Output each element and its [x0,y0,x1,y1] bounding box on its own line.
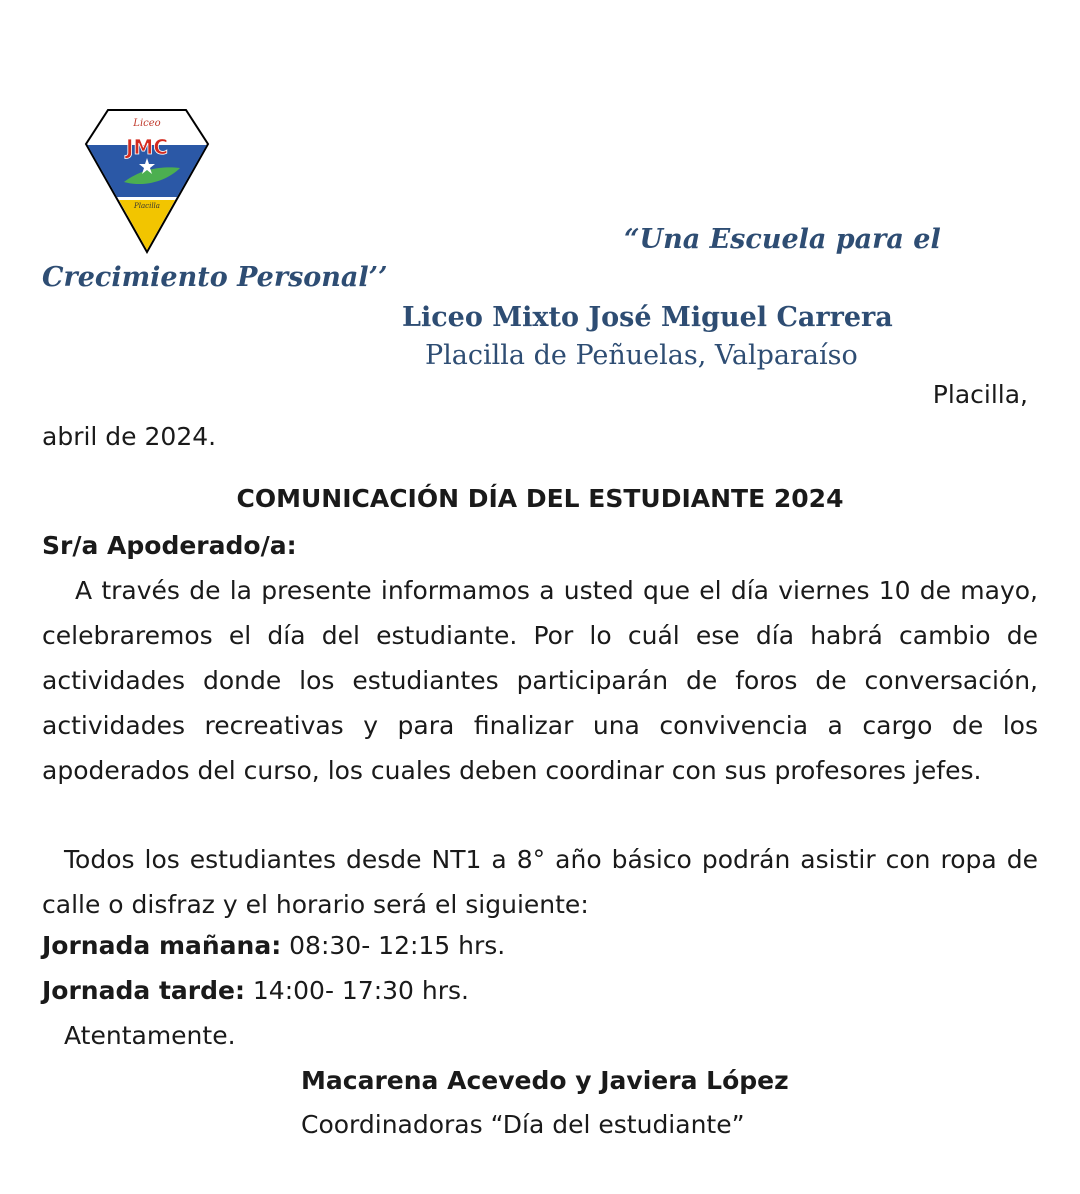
schedule-morning [42,931,505,960]
logo-bottom-text: Placilla [134,202,160,210]
school-logo [84,108,210,254]
schedule-afternoon-time: 14:00- 17:30 hrs. [244,976,470,1005]
schedule-morning-label: Jornada mañana: [42,931,282,960]
signature-names: Macarena Acevedo y Javiera López [301,1066,789,1095]
date-line-1: Placilla, [932,380,1028,409]
school-name: Liceo Mixto José Miguel Carrera [402,302,893,333]
paragraph-1: A través de la presente informamos a usted que el día viernes 10 de mayo, celebraremos el día del estudiante. Por lo cuál ese día habrá cambio de actividades donde los estudiantes participarán de foros de conversación, actividades recreativas y para finalizar una convivencia a cargo de los apoderados del curso, los cuales deben coordinar con sus profesores jefes. [42,576,1038,785]
logo-top-text: Liceo [133,118,161,129]
salutation: Sr/a Apoderado/a: [42,531,297,560]
motto-line-1: “Una Escuela para el [624,224,941,255]
date-line-2: abril de 2024. [42,422,217,451]
school-location: Placilla de Peñuelas, Valparaíso [425,340,858,371]
motto-line-2: Crecimiento Personal’’ [42,262,388,293]
signature-role: Coordinadoras “Día del estudiante” [301,1110,745,1139]
schedule-afternoon [42,976,469,1005]
logo-initials: JMC [125,135,169,159]
document-title: COMUNICACIÓN DÍA DEL ESTUDIANTE 2024 [236,484,844,513]
closing: Atentamente. [64,1021,236,1050]
paragraph-2: Todos los estudiantes desde NT1 a 8° año básico podrán asistir con ropa de calle o disfraz y el horario será el siguiente: [42,845,1038,919]
schedule-afternoon-label: Jornada tarde: [42,976,245,1005]
schedule-morning-time: 08:30- 12:15 hrs. [281,931,506,960]
